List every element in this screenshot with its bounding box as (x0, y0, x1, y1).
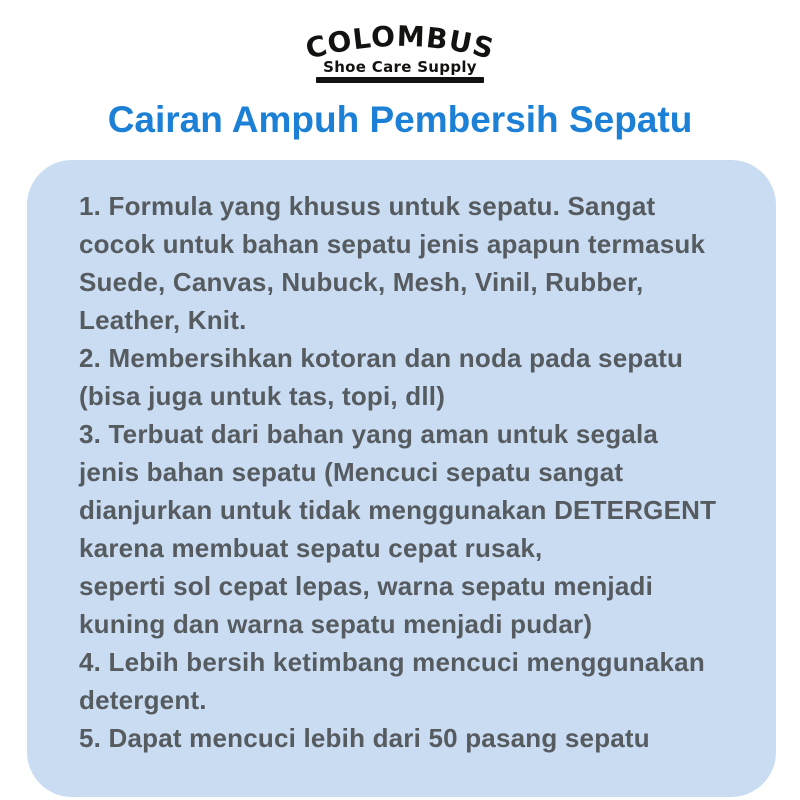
page-title: Cairan Ampuh Pembersih Sepatu (107, 99, 693, 140)
card-line-1: 1. Formula yang khusus untuk sepatu. Sangat (79, 191, 656, 221)
card-line-12: kuning dan warna sepatu menjadi pudar) (79, 609, 593, 639)
info-card (27, 160, 776, 797)
card-line-13: 4. Lebih bersih ketimbang mencuci menggunakan (79, 647, 705, 677)
card-line-9: dianjurkan untuk tidak menggunakan DETERGENT (79, 495, 717, 525)
card-line-5: 2. Membersihkan kotoran dan noda pada sepatu (79, 343, 684, 373)
card-line-2: cocok untuk bahan sepatu jenis apapun termasuk (79, 229, 706, 259)
card-line-6: (bisa juga untuk tas, topi, dll) (79, 381, 446, 411)
card-line-15: 5. Dapat mencuci lebih dari 50 pasang sepatu (79, 723, 650, 753)
card-line-11: seperti sol cepat lepas, warna sepatu menjadi (79, 571, 653, 601)
logo-brand-text: COLOMBUS (302, 19, 498, 66)
card-line-10: karena membuat sepatu cepat rusak, (79, 533, 543, 563)
colombus-logo (296, 8, 504, 86)
card-line-3: Suede, Canvas, Nubuck, Mesh, Vinil, Rubber, (79, 267, 644, 297)
logo-underline (316, 77, 484, 83)
card-line-8: jenis bahan sepatu (Mencuci sepatu sangat (79, 457, 624, 487)
card-line-14: detergent. (79, 685, 207, 715)
card-line-4: Leather, Knit. (79, 305, 247, 335)
logo-tagline-text: Shoe Care Supply (323, 58, 477, 76)
colombus-logo-graphic (296, 8, 504, 86)
card-line-7: 3. Terbuat dari bahan yang aman untuk segala (79, 419, 659, 449)
